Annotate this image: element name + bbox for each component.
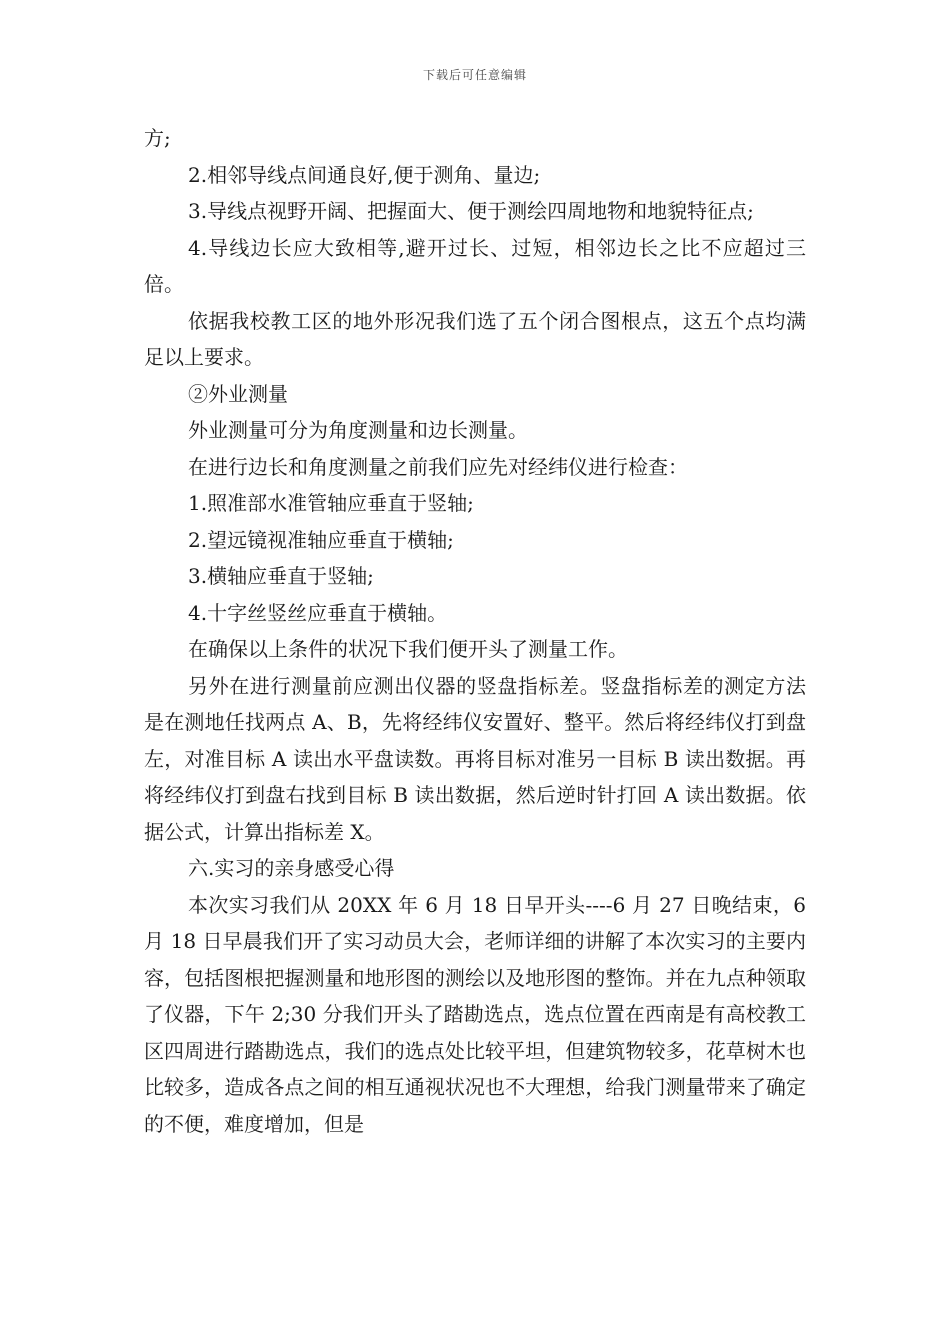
paragraph: 在进行边长和角度测量之前我们应先对经纬仪进行检查： [188, 454, 688, 479]
paragraph: 另外在进行测量前应测出仪器的竖盘指标差。竖盘指标差的测定方法是在测地任找两点 A、B，先将经纬仪安置好、整平。然后将经纬仪打到盘左，对准目标 A 读出水平盘读数。再将目标对准另一目标 B 读出数据。再将经纬仪打到盘右找到目标 B 读出数据，然后逆时针打回 A 读出数据。依据公式，计算出指标差 X。 [144, 673, 806, 844]
paragraph: 本次实习我们从 20XX 年 6 月 18 日早开头----6 月 27 日晚结束，6 月 18 日早晨我们开了实习动员大会，老师详细的讲解了本次实习的主要内容，包括图根把握测量和地形图的测绘以及地形图的整饰。并在九点种领取了仪器，下午 2;30 分我们开头了踏勘选点，选点位置在西南是有高校教工区四周进行踏勘选点，我们的选点处比较平坦，但建筑物较多，花草树木也比较多，造成各点之间的相互通视状况也不大理想，给我门测量带来了确定的不便，难度增加，但是 [144, 892, 806, 1136]
list-item: 3.横轴应垂直于竖轴; [188, 564, 374, 588]
page-header: 下载后可任意编辑 [422, 68, 527, 82]
list-item: 1.照准部水准管轴应垂直于竖轴; [188, 491, 474, 515]
paragraph: 3.导线点视野开阔、把握面大、便于测绘四周地物和地貌特征点; [188, 199, 754, 223]
document-body [144, 120, 806, 1142]
paragraph: 方; [144, 126, 171, 150]
section-heading: 六.实习的亲身感受心得 [188, 856, 395, 880]
list-item: 4.十字丝竖丝应垂直于横轴。 [188, 600, 448, 625]
list-item: 2.望远镜视准轴应垂直于横轴; [188, 527, 454, 552]
paragraph: 依据我校教工区的地外形况我们选了五个闭合图根点，这五个点均满足以上要求。 [144, 308, 806, 369]
section-heading: ②外业测量 [188, 381, 288, 406]
paragraph: 4.导线边长应大致相等,避开过长、过短，相邻边长之比不应超过三倍。 [144, 235, 806, 296]
paragraph: 在确保以上条件的状况下我们便开头了测量工作。 [188, 637, 628, 661]
paragraph: 2.相邻导线点间通良好,便于测角、量边; [188, 162, 541, 187]
paragraph: 外业测量可分为角度测量和边长测量。 [188, 418, 528, 442]
